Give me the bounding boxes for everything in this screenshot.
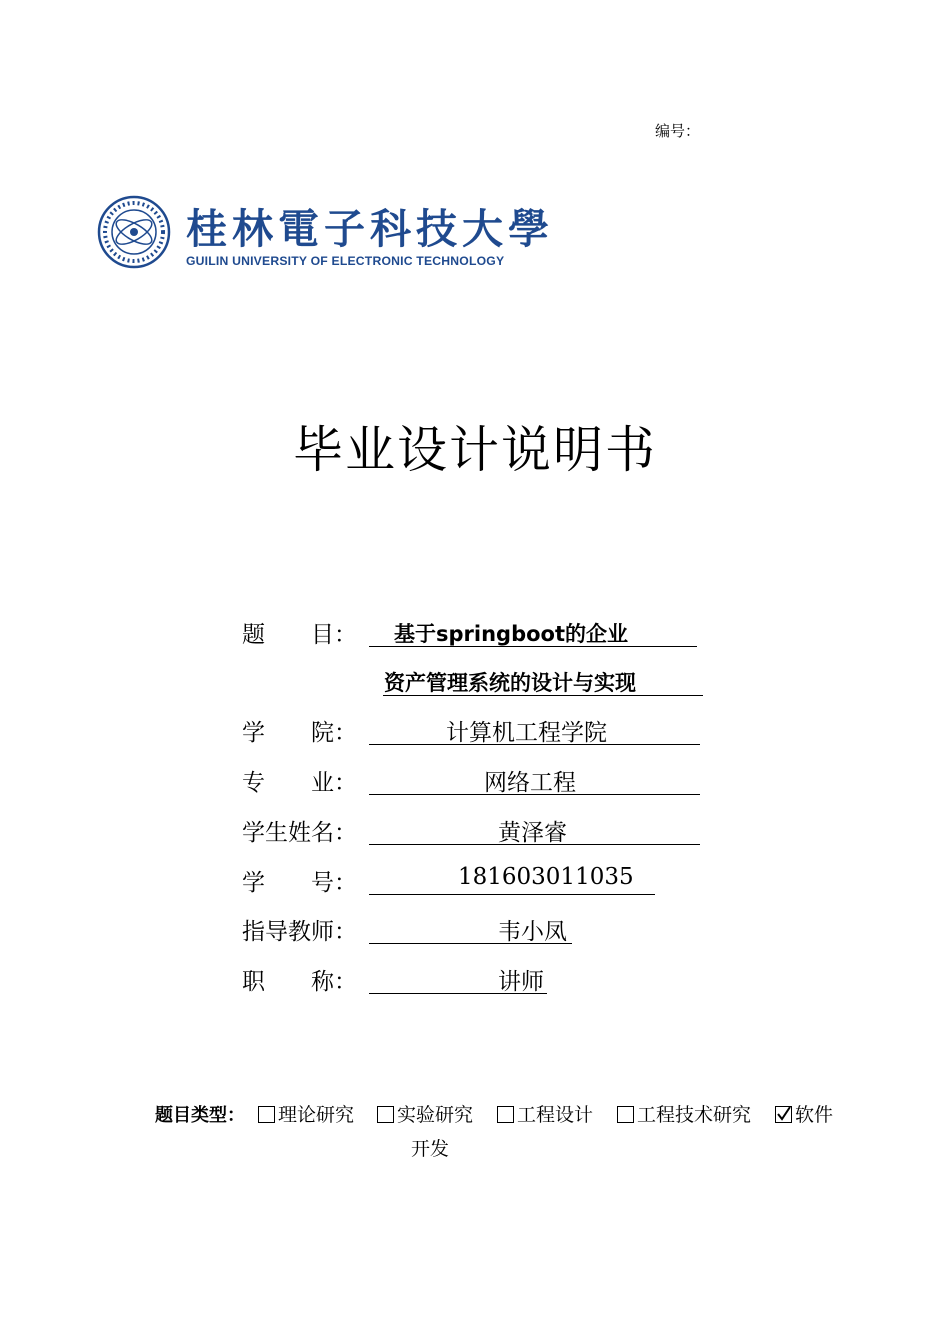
topic-value-line1: 基于springboot的企业 xyxy=(394,622,628,646)
checkbox-unchecked-icon[interactable] xyxy=(497,1106,514,1123)
serial-number-label: 编号： xyxy=(655,122,701,140)
checkbox-checked-icon[interactable] xyxy=(775,1106,792,1123)
student-id-underline xyxy=(369,894,655,895)
university-name-en: GUILIN UNIVERSITY OF ELECTRONIC TECHNOLOGY xyxy=(186,254,505,268)
college-value: 计算机工程学院 xyxy=(446,720,607,746)
advisor-title-label: 职 称： xyxy=(242,969,357,995)
university-name-cn: 桂林電子科技大學 xyxy=(186,205,554,253)
checkbox-unchecked-icon[interactable] xyxy=(258,1106,275,1123)
checkbox-unchecked-icon[interactable] xyxy=(377,1106,394,1123)
option-label: 工程技术研究 xyxy=(637,1104,752,1126)
major-value: 网络工程 xyxy=(484,770,576,796)
checkbox-unchecked-icon[interactable] xyxy=(617,1106,634,1123)
option-label: 工程设计 xyxy=(517,1104,594,1126)
topic-type-label: 题目类型： xyxy=(155,1105,245,1126)
advisor-label: 指导教师： xyxy=(242,919,357,945)
student-name-label: 学生姓名： xyxy=(242,820,357,846)
topic-value-line2: 资产管理系统的设计与实现 xyxy=(384,671,636,695)
major-label: 专 业： xyxy=(242,770,357,796)
student-id-value: 181603011035 xyxy=(458,864,634,890)
student-id-label: 学 号： xyxy=(242,870,357,896)
advisor-value: 韦小凤 xyxy=(498,919,567,945)
student-name-value: 黄泽睿 xyxy=(498,820,567,846)
option-label: 软件 xyxy=(795,1104,834,1126)
university-seal-icon xyxy=(96,192,172,272)
university-logo xyxy=(96,190,554,275)
option-software[interactable] xyxy=(775,1100,833,1127)
option-engineering-tech-research[interactable] xyxy=(617,1100,751,1127)
option-theory-research[interactable] xyxy=(258,1100,354,1127)
option-experiment-research[interactable] xyxy=(377,1100,473,1127)
option-software-cont: 开发 xyxy=(411,1138,450,1160)
option-label: 实验研究 xyxy=(397,1104,474,1126)
option-label: 理论研究 xyxy=(278,1104,355,1126)
college-label: 学 院： xyxy=(242,720,357,746)
advisor-title-value: 讲师 xyxy=(498,969,544,995)
option-engineering-design[interactable] xyxy=(497,1100,593,1127)
document-title: 毕业设计说明书 xyxy=(293,421,657,479)
topic-label: 题 目： xyxy=(242,622,357,648)
